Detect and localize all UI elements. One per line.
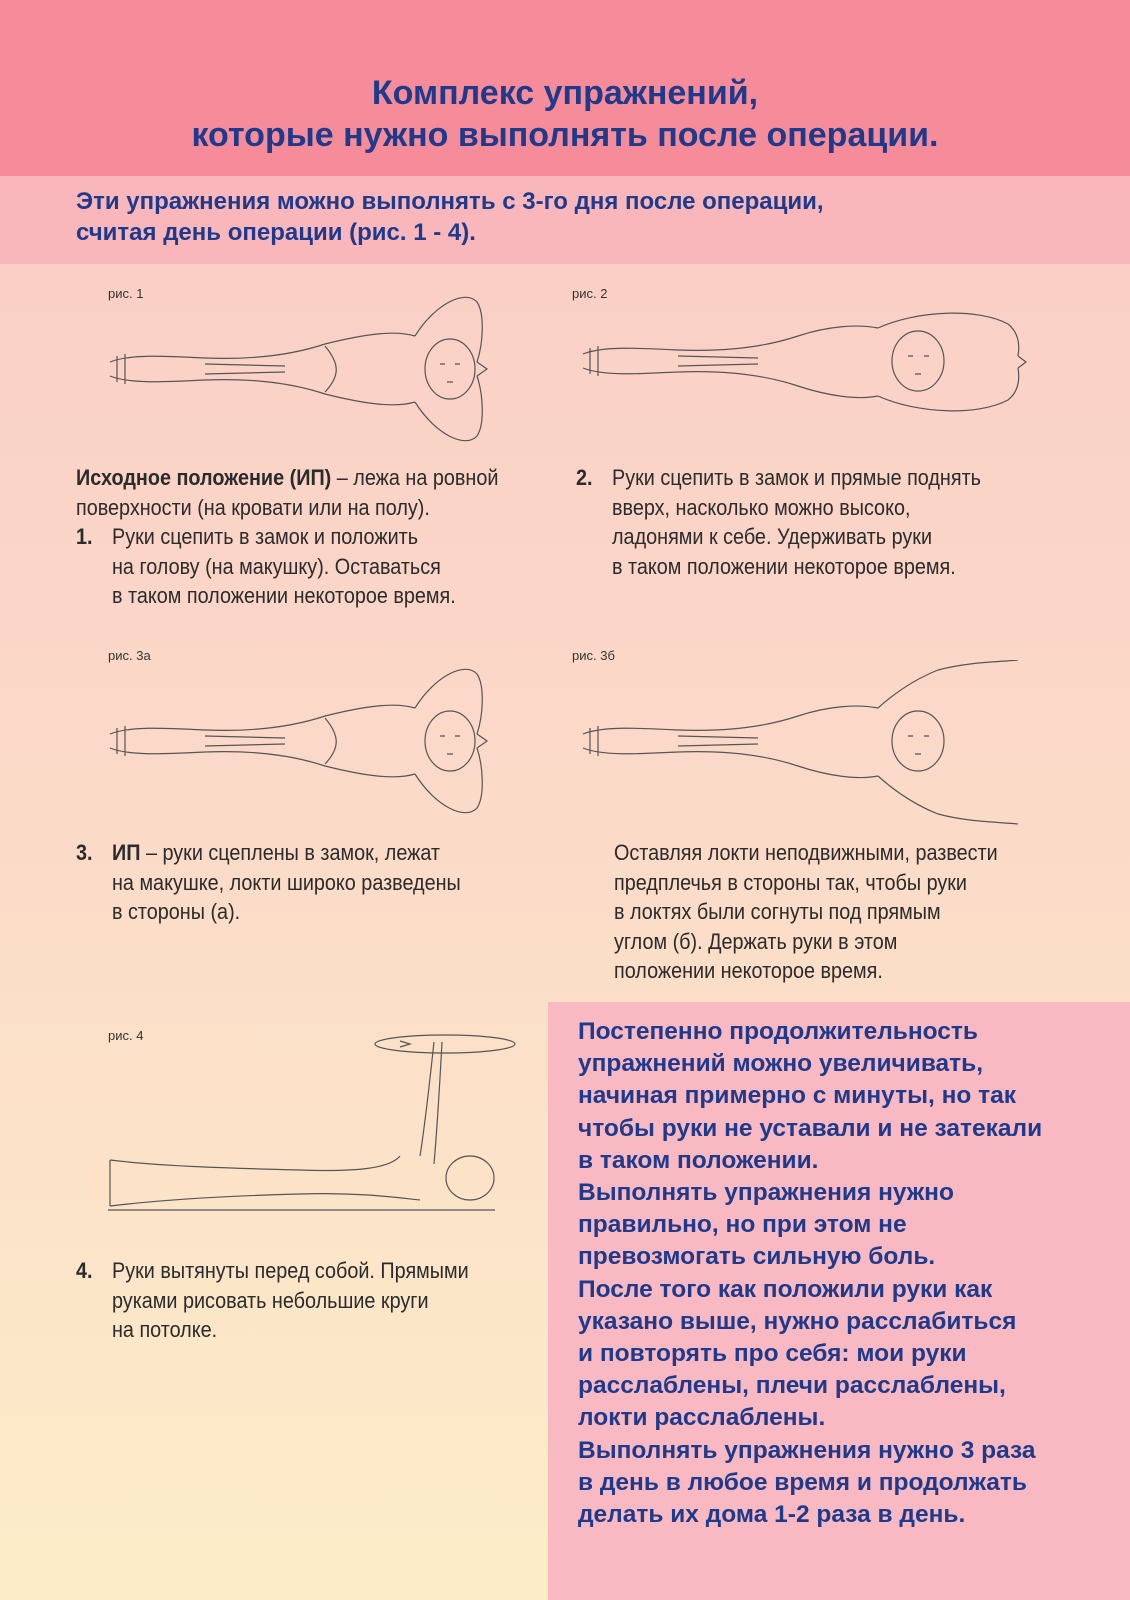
advice-line-16: делать их дома 1-2 раза в день. [578, 1501, 966, 1529]
exercise-4-line-1: Руки вытянуты перед собой. Прямыми [112, 1258, 469, 1283]
exercise-4-line-3: на потолке. [112, 1317, 218, 1342]
subtitle-line-2: считая день операции (рис. 1 - 4). [76, 219, 476, 246]
advice-line-13: локти расслаблены. [578, 1404, 826, 1432]
exercise-2-line-2: вверх, насколько можно высоко, [612, 494, 911, 520]
initial-position-term: Исходное положение (ИП) [76, 465, 332, 490]
exercise-2-line-4: в таком положении некоторое время. [612, 553, 956, 579]
exercise-2-number: 2. [576, 465, 593, 490]
advice-line-14: Выполнять упражнения нужно 3 раза [578, 1436, 1036, 1464]
initial-position-description: – лежа на ровной [331, 465, 499, 490]
figure-3b-illustration [578, 660, 1038, 825]
figure-1-label: рис. 1 [108, 286, 144, 301]
exercise-3-line-3: в стороны (а). [112, 899, 241, 924]
exercise-1-line-2: на голову (на макушку). Оставаться [112, 553, 441, 579]
advice-line-5: в таком положении. [578, 1146, 819, 1174]
exercise-1-line-1: Руки сцепить в замок и положить [112, 524, 419, 549]
figure-4-illustration [100, 1028, 520, 1218]
advice-line-11: и повторять про себя: мои руки [578, 1340, 967, 1368]
advice-line-12: расслаблены, плечи расслаблены, [578, 1372, 1006, 1400]
figure-2-illustration [578, 304, 1038, 424]
exercise-3b-text [614, 838, 1082, 986]
advice-line-6: Выполнять упражнения нужно [578, 1179, 954, 1207]
exercise-4-line-2: руками рисовать небольшие круги [112, 1287, 429, 1313]
exercise-3-line-1: – руки сцеплены в замок, лежат [140, 840, 441, 865]
subtitle [76, 186, 1076, 248]
advice-line-7: правильно, но при этом не [578, 1211, 907, 1239]
exercise-4-text [76, 1256, 544, 1345]
subtitle-line-1: Эти упражнения можно выполнять с 3-го дня после операции, [76, 188, 824, 215]
figure-3a-label: рис. 3а [108, 648, 151, 663]
exercise-3b-line-3: в локтях были согнуты под прямым [614, 899, 941, 924]
advice-line-3: начиная примерно с минуты, но так [578, 1082, 1017, 1110]
advice-line-1: Постепенно продолжительность [578, 1018, 978, 1045]
advice-text [578, 1016, 1078, 1531]
figure-1-illustration [105, 284, 525, 454]
exercise-4-number: 4. [76, 1258, 93, 1283]
exercise-2-line-3: ладонями к себе. Удерживать руки [612, 524, 933, 549]
advice-line-2: упражнений можно увеличивать, [578, 1050, 984, 1078]
title-line-1: Комплекс упражнений, [371, 74, 759, 112]
initial-position-description-2: поверхности (на кровати или на полу). [76, 494, 430, 520]
exercise-1-number: 1. [76, 524, 93, 549]
exercise-3-number: 3. [76, 840, 93, 865]
title-line-2: которые нужно выполнять после операции. [191, 116, 939, 154]
exercise-3-line-2: на макушке, локти широко разведены [112, 869, 461, 895]
exercise-1-text [76, 463, 544, 611]
figure-3b-label: рис. 3б [572, 648, 615, 663]
figure-2-label: рис. 2 [572, 286, 608, 301]
exercise-2-line-1: Руки сцепить в замок и прямые поднять [612, 465, 981, 490]
advice-line-4: чтобы руки не уставали и не затекали [578, 1114, 1043, 1142]
figure-4-label: рис. 4 [108, 1028, 144, 1043]
page-title [0, 72, 1130, 156]
exercise-3b-line-1: Оставляя локти неподвижными, развести [614, 840, 998, 865]
exercise-3b-line-5: положении некоторое время. [614, 958, 883, 983]
figure-3a-illustration [105, 656, 525, 826]
exercise-3a-text [76, 838, 544, 927]
exercise-3b-line-2: предплечья в стороны так, чтобы руки [614, 869, 967, 895]
advice-line-8: превозмогать сильную боль. [578, 1243, 936, 1271]
exercise-2-text [576, 463, 1044, 581]
exercise-3b-line-4: углом (б). Держать руки в этом [614, 928, 898, 954]
advice-line-10: указано выше, нужно расслабиться [578, 1307, 1017, 1335]
exercise-1-line-3: в таком положении некоторое время. [112, 583, 456, 608]
advice-line-15: в день в любое время и продолжать [578, 1468, 1027, 1496]
exercise-3-term: ИП [112, 840, 141, 865]
advice-line-9: После того как положили руки как [578, 1275, 993, 1303]
